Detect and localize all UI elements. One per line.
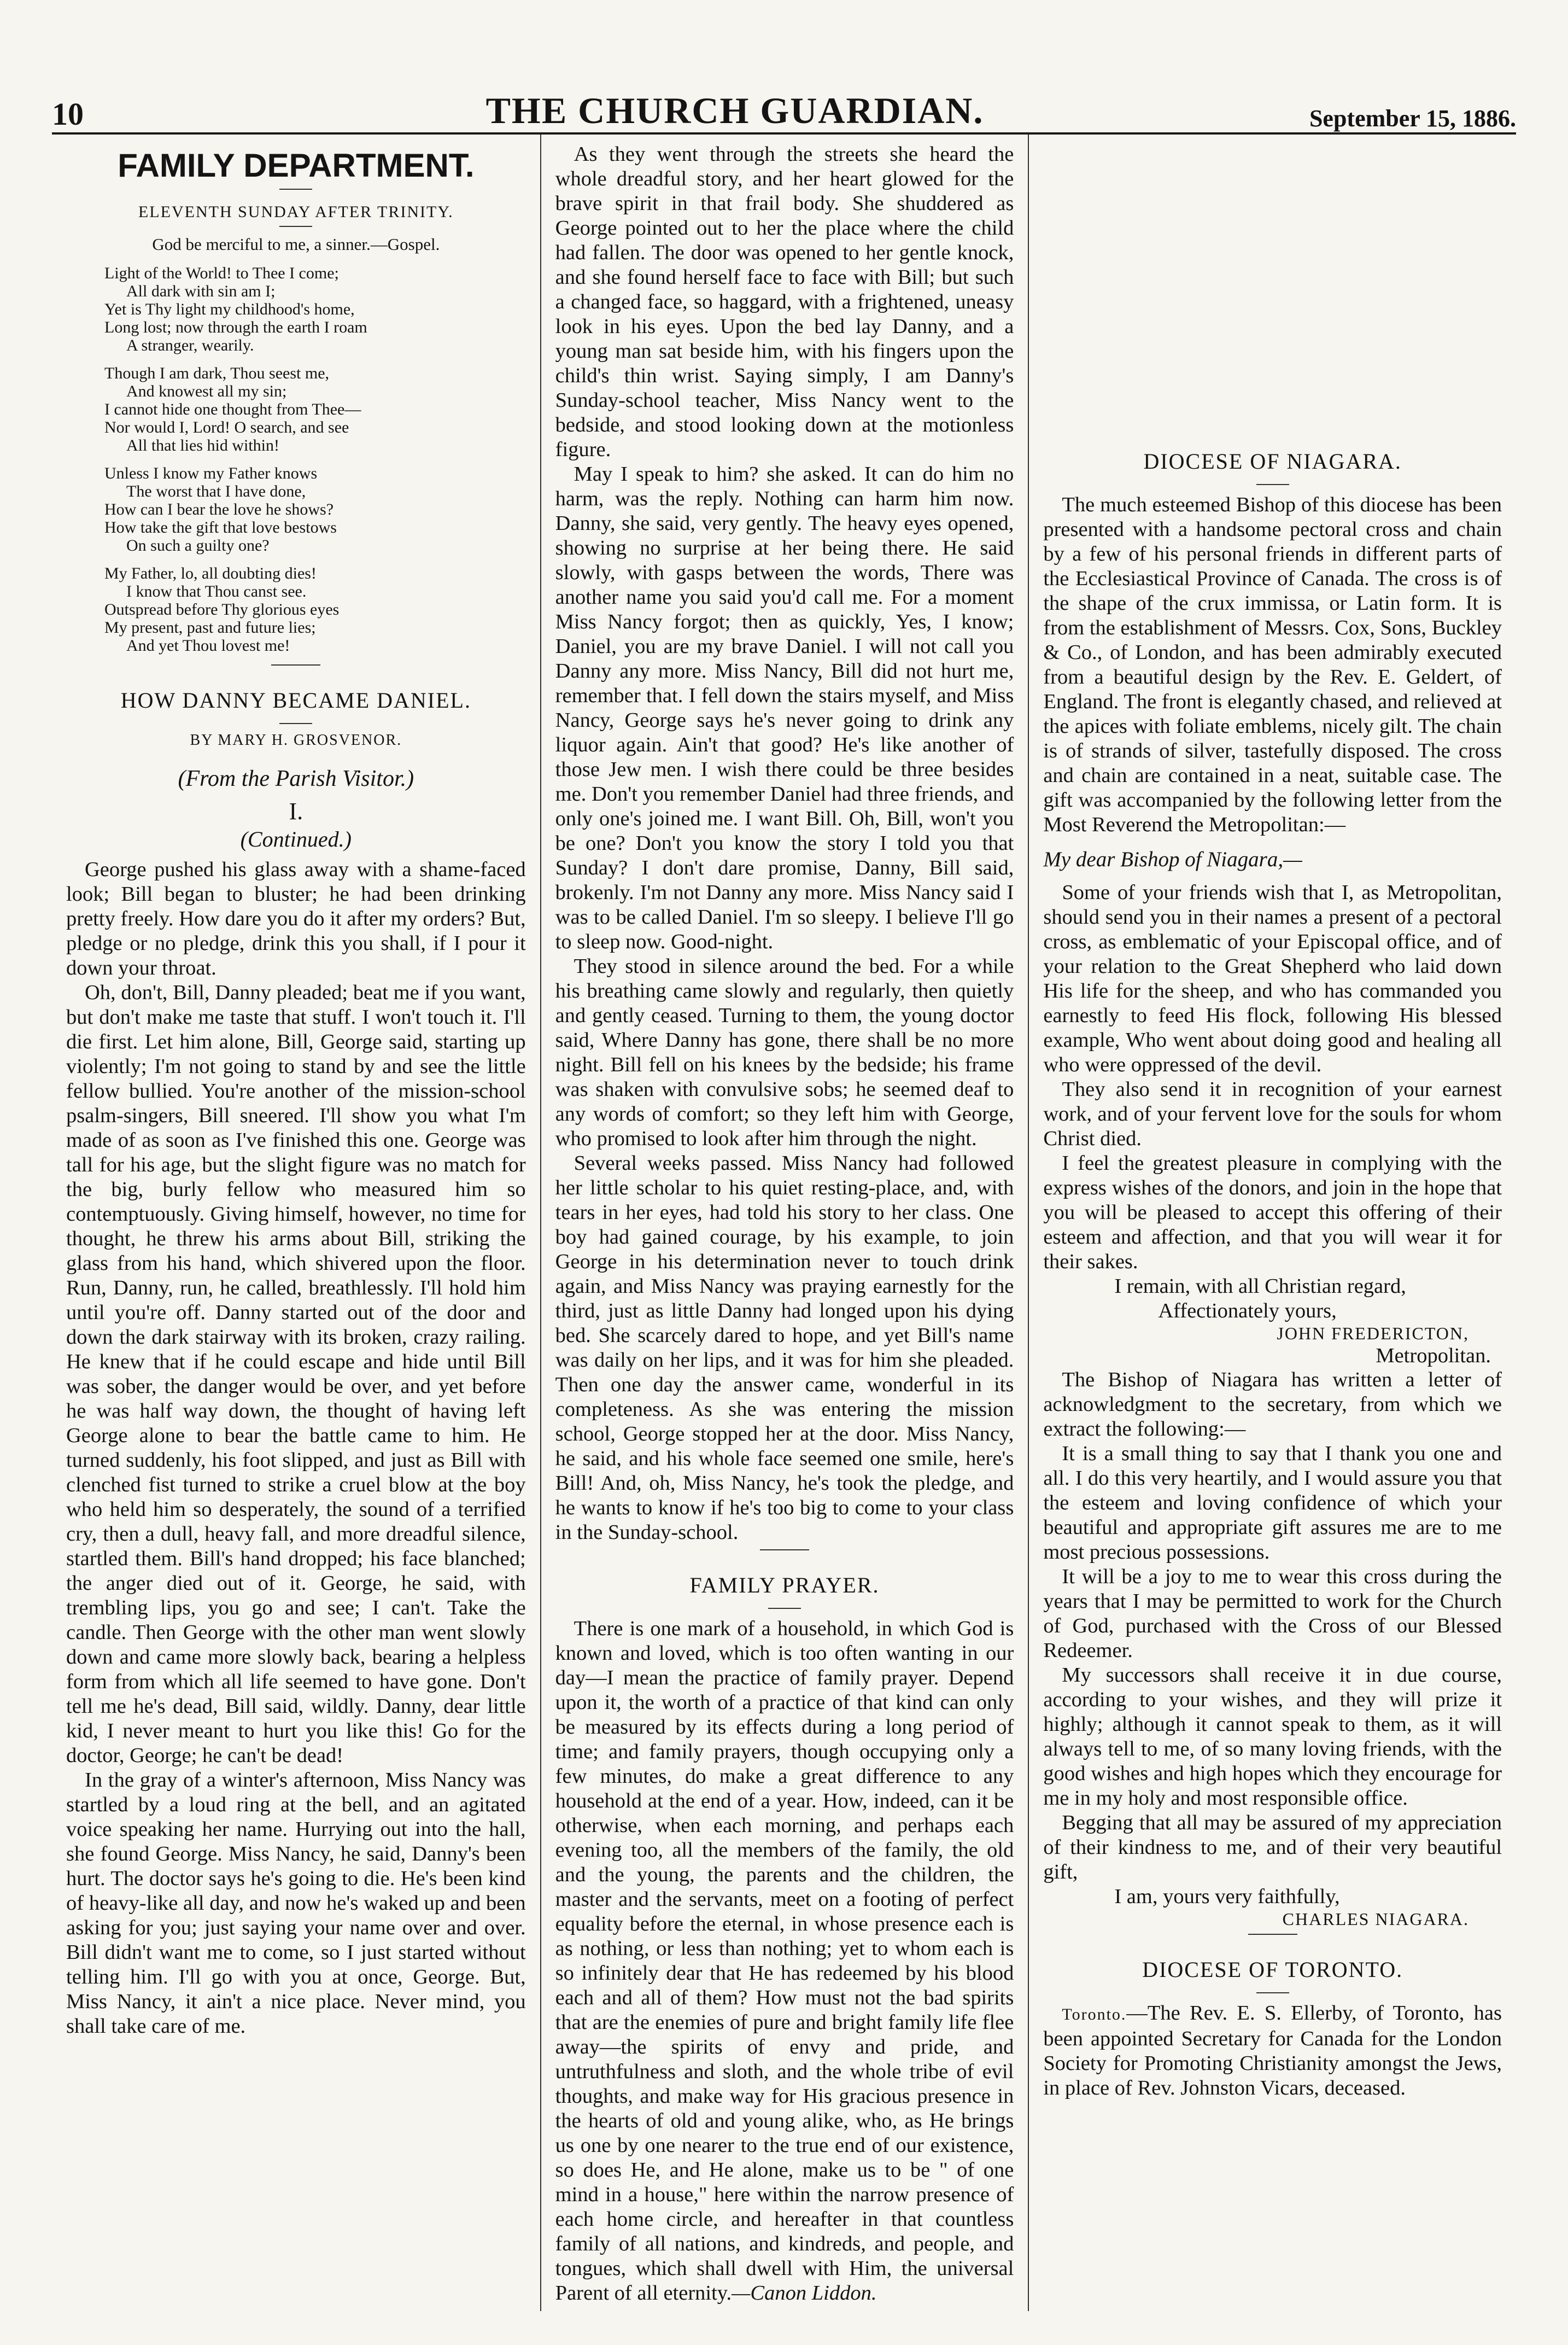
letter-paragraph: They also send it in recognition of your earnest work, and of your fervent love for the souls for whom Christ died.	[1043, 1078, 1502, 1150]
poem-line: A stranger, wearily.	[126, 336, 254, 354]
divider	[279, 226, 312, 227]
story-title: HOW DANNY BECAME DANIEL.	[120, 688, 471, 713]
poem-line: Unless I know my Father knows	[104, 464, 318, 482]
poem-line: My present, past and future lies;	[104, 619, 316, 637]
letter-closing: Affectionately yours,	[1158, 1299, 1337, 1322]
poem-line: Nor would I, Lord! O search, and see	[104, 418, 349, 436]
story-paragraph: George pushed his glass away with a shame-faced look; Bill began to bluster; he had been drinking pretty freely. How dare you do it after my orders? But, pledge or no pledge, drink this you shall, if I pour it down your throat.	[66, 858, 526, 979]
divider	[760, 1549, 809, 1550]
chapter-number: I.	[289, 798, 303, 825]
poem-line: And knowest all my sin;	[126, 382, 287, 400]
divider	[1256, 484, 1289, 485]
divider	[768, 1608, 801, 1609]
divider	[279, 189, 312, 190]
column-2	[540, 135, 1028, 2311]
prayer-attribution: —Canon Liddon.	[732, 2282, 877, 2305]
epigraph: God be merciful to me, a sinner.—Gospel.	[152, 235, 440, 254]
prayer-title: FAMILY PRAYER.	[689, 1573, 880, 1597]
poem	[104, 264, 510, 655]
reply-signature: CHARLES NIAGARA.	[1282, 1909, 1470, 1929]
letter-closing: I remain, with all Christian regard,	[1114, 1275, 1406, 1298]
niagara-title: DIOCESE OF NIAGARA.	[1143, 449, 1402, 474]
poem-line: Yet is Thy light my childhood's home,	[104, 300, 355, 318]
divider	[271, 664, 320, 666]
story-paragraph: They stood in silence around the bed. For a while his breathing came slowly and regularly, then quietly and gently ceased. Turning to them, the young doctor said, Where Danny has gone, there shall be no more night. Bill fell on his knees by the bedside; his frame was shaken with convulsive sobs; he seemed deaf to any words of comfort; so they left him with George, who promised to look after him through the night.	[555, 955, 1014, 1150]
poem-stanza	[104, 264, 510, 354]
poem-line: I cannot hide one thought from Thee—	[104, 400, 361, 418]
poem-line: On such a guilty one?	[126, 536, 270, 555]
reply-closing: I am, yours very faithfully,	[1114, 1885, 1340, 1908]
story-byline: BY MARY H. GROSVENOR.	[190, 732, 402, 749]
divider	[1248, 1934, 1297, 1935]
column-3	[1028, 135, 1516, 2311]
story-paragraph: Oh, don't, Bill, Danny pleaded; beat me if you want, but don't make me taste that stuff. I won't touch it. I'll die first. Let him alone, Bill, George said, starting up violently; I'm not going to stand by and see the little fellow bullied. You're another of the mission-school psalm-singers, Bill sneered. I'll show you what I'm made of as soon as I've finished this one. George was tall for his age, but the slight figure was no match for the big, burly fellow who measured him so contemptuously. Giving himself, however, no time for thought, he threw his arms about Bill, striking the glass from his hand, which shivered upon the floor. Run, Danny, run, he called, breathlessly. I'll hold him until you're off. Danny started out of the door and down the dark stairway with its broken, crazy railing. He knew that if he could escape and hide until Bill was sober, the danger would be over, and yet before he was half way down, the thought of having left George alone to bear the battle came to him. He turned suddenly, his foot slipped, and just as Bill with clenched fist turned to strike a cruel blow at the boy who held him so desperately, the sound of a terrified cry, then a dull, heavy fall, and more dreadful silence, startled them. Bill's hand dropped; his face blanched; the anger died out of it. George, he said, with trembling lips, you go and see; I can't. Take the candle. Then George with the other man went slowly down and came more slowly back, bearing a helpless form from which all life seemed to have gone. Don't tell me he's dead, Bill said, wildly. Danny, dear little kid, I never meant to hurt you like this! Go for the doctor, George; he can't be dead!	[66, 981, 526, 1767]
story-paragraph: May I speak to him? she asked. It can do him no harm, was the reply. Nothing can harm him now. Danny, she said, very gently. The heavy eyes opened, showing no surprise at her being there. He said slowly, with gasps between the words, There was another name you said you'd call me. For a moment Miss Nancy forgot; then as quickly, Yes, I know; Daniel, you are my brave Daniel. I will not call you Danny any more. Miss Nancy, Bill did not hurt me, remember that. I fell down the stairs myself, and Miss Nancy, George says he's never going to drink any liquor again. Ain't that good? He's like another of those Jew men. I wish there could be three besides me. Don't you remember Daniel had three friends, and only one's joined me. I want Bill. Oh, Bill, won't you be one? Don't you know the story I told you that Sunday? I don't dare promise, Danny, Bill said, brokenly. I'm not Danny any more. Miss Nancy said I was to be called Daniel. I'm so sleepy. I believe I'll go to sleep now. Good-night.	[555, 463, 1014, 953]
issue-date: September 15, 1886.	[1309, 105, 1516, 132]
story-source: (From the Parish Visitor.)	[178, 766, 414, 791]
poem-line: Light of the World! to Thee I come;	[104, 264, 339, 282]
poem-line: All dark with sin am I;	[126, 282, 276, 300]
poem-stanza	[104, 464, 510, 555]
toronto-title: DIOCESE OF TORONTO.	[1142, 1957, 1403, 1982]
poem-line: And yet Thou lovest me!	[126, 637, 290, 655]
toronto-place: Toronto.	[1062, 2005, 1127, 2023]
signature-title: Metropolitan.	[1376, 1344, 1491, 1367]
poem-line: How take the gift that love bestows	[104, 518, 337, 536]
newspaper-title: THE CHURCH GUARDIAN.	[485, 90, 984, 131]
toronto-paragraph	[1043, 2001, 1502, 2101]
prayer-text: There is one mark of a household, in which God is known and loved, which is too often wanting in our day—I mean the practice of family prayer. Depend upon it, the worth of a practice of that kind can only be measured by its effects during a long period of time; and family prayers, though occupying only a few minutes, do make a great difference to any household at the end of a year. How, indeed, can it be otherwise, when each morning, and perhaps each evening too, all the members of the family, the old and the young, the parents and the children, the master and the servants, meet on a footing of perfect equality before the eternal, in whose presence each is as nothing, or less than nothing; yet to whom each is so infinitely dear that He has redeemed by his blood each and all of them? How must not the bad spirits that are the enemies of pure and bright family life flee away—the spirits of envy and pride, and untruthfulness and sloth, and the whole tribe of evil thoughts, and make way for His gracious presence in the hearts of old and young alike, who, as He brings us one by one nearer to the true end of our existence, so does He, and He alone, make us to be " of one mind in a house," here within the narrow presence of each home circle, and hereafter in that countless family of all nations, and kindreds, and people, and tongues, which shall dwell with Him, the universal Parent of all eternity.	[555, 1617, 1014, 2305]
letter-paragraph: I feel the greatest pleasure in complying with the express wishes of the donors, and join in the hope that you will be pleased to accept this offering of their esteem and affection, and that you will wear it for their sakes.	[1043, 1152, 1502, 1273]
poem-line: Long lost; now through the earth I roam	[104, 318, 367, 336]
poem-line: My Father, lo, all doubting dies!	[104, 564, 317, 582]
poem-line: How can I bear the love he shows?	[104, 500, 334, 518]
reply-intro: The Bishop of Niagara has written a letter of acknowledgment to the secretary, from which we extract the following:—	[1043, 1368, 1502, 1440]
prayer-paragraph	[555, 1617, 1014, 2306]
continued-note: (Continued.)	[240, 827, 352, 851]
reply-paragraph: My successors shall receive it in due course, according to your wishes, and they will prize it highly; although it cannot speak to them, as it will always tell to me, of so many loving friends, with the good wishes and high hopes which they encourage for me in my holy and most responsible office.	[1043, 1664, 1502, 1810]
sunday-heading: ELEVENTH SUNDAY AFTER TRINITY.	[138, 203, 454, 221]
columns	[52, 135, 1516, 2311]
story-paragraph: Several weeks passed. Miss Nancy had followed her little scholar to his quiet resting-place, and, with tears in her eyes, had told his story to her class. One boy had gained courage, by his example, to join George in his determination never to touch drink again, and Miss Nancy was praying earnestly for the third, just as little Danny had longed upon his dying bed. She scarcely dared to hope, and yet Bill's name was daily on her lips, and it was for him she pleaded. Then one day the answer came, wonderful in its completeness. As she was entering the mission school, George stopped her at the door. Miss Nancy, he said, and his whole face seemed one smile, here's Bill! And, oh, Miss Nancy, he's took the pledge, and he wants to know if he's too big to come to your class in the Sunday-school.	[555, 1152, 1014, 1544]
poem-line: I know that Thou canst see.	[126, 582, 307, 600]
section-heading-family: FAMILY DEPARTMENT.	[118, 147, 475, 184]
poem-line: The worst that I have done,	[126, 482, 306, 500]
page-number: 10	[52, 96, 84, 132]
toronto-text: —The Rev. E. S. Ellerby, of Toronto, has been appointed Secretary for Canada for the London Society for Promoting Christianity amongst the Jews, in place of Rev. Johnston Vicars, deceased.	[1043, 2002, 1502, 2099]
reply-paragraph: Begging that all may be assured of my appreciation of their kindness to me, and of their very beautiful gift,	[1043, 1811, 1502, 1883]
column-1	[52, 135, 540, 2311]
divider	[279, 723, 312, 724]
poem-stanza	[104, 564, 510, 655]
story-paragraph: In the gray of a winter's afternoon, Miss Nancy was startled by a loud ring at the bell, and an agitated voice speaking her name. Hurrying out into the hall, she found George. Miss Nancy, he said, Danny's been hurt. The doctor says he's going to die. He's been kind of heavy-like all day, and now he's waked up and been asking for you; just saying your name over and over. Bill didn't want me to come, so I just started without telling him. I'll go with you at once, George. But, Miss Nancy, it ain't a nice place. Never mind, you shall take care of me.	[66, 1769, 526, 2038]
poem-line: All that lies hid within!	[126, 436, 279, 454]
poem-stanza	[104, 364, 510, 454]
reply-paragraph: It will be a joy to me to wear this cross during the years that I may be permitted to work for the Church of God, purchased with the Cross of our Blessed Redeemer.	[1043, 1565, 1502, 1662]
letter-signature: JOHN FREDERICTON,	[1277, 1323, 1470, 1343]
story-paragraph: As they went through the streets she heard the whole dreadful story, and her heart glowed for the brave spirit in that frail body. She shuddered as George pointed out to her the place where the child had fallen. The door was opened to her gentle knock, and she found herself face to face with Bill; but such a changed face, so haggard, with a frightened, uneasy look in his eyes. Upon the bed lay Danny, and a young man sat beside him, with his fingers upon the child's thin wrist. Saying simply, I am Danny's Sunday-school teacher, Miss Nancy went to the bedside, and stood looking down at the motionless figure.	[555, 143, 1014, 461]
divider	[1256, 1992, 1289, 1993]
reply-paragraph: It is a small thing to say that I thank you one and all. I do this very heartily, and I would assure you that the esteem and loving confidence of which your beautiful and appropriate gift assures me are to me most precious possessions.	[1043, 1442, 1502, 1564]
letter-salutation: My dear Bishop of Niagara,—	[1043, 848, 1302, 871]
letter-paragraph: Some of your friends wish that I, as Metropolitan, should send you in their names a present of a pectoral cross, as emblematic of your Episcopal office, and of your relation to the Great Shepherd who laid down His life for the sheep, and who has commanded you earnestly to feed His flock, following His blessed example, Who went about doing good and healing all who were oppressed of the devil.	[1043, 881, 1502, 1076]
masthead	[52, 82, 1516, 135]
poem-line: Though I am dark, Thou seest me,	[104, 364, 330, 382]
niagara-intro: The much esteemed Bishop of this diocese has been presented with a handsome pectoral cross and chain by a few of his personal friends in different parts of the Ecclesiastical Province of Canada. The cross is of the shape of the crux immissa, or Latin form. It is from the establishment of Messrs. Cox, Sons, Buckley & Co., of London, and has been admirably executed from a beautiful design by the Rev. E. Geldert, of England. The front is elegantly chased, and relieved at the apices with foliate emblems, nicely gilt. The chain is of strands of silver, tastefully disposed. The cross and chain are contained in a neat, suitable case. The gift was accompanied by the following letter from the Most Reverend the Metropolitan:—	[1043, 493, 1502, 836]
poem-line: Outspread before Thy glorious eyes	[104, 600, 340, 619]
